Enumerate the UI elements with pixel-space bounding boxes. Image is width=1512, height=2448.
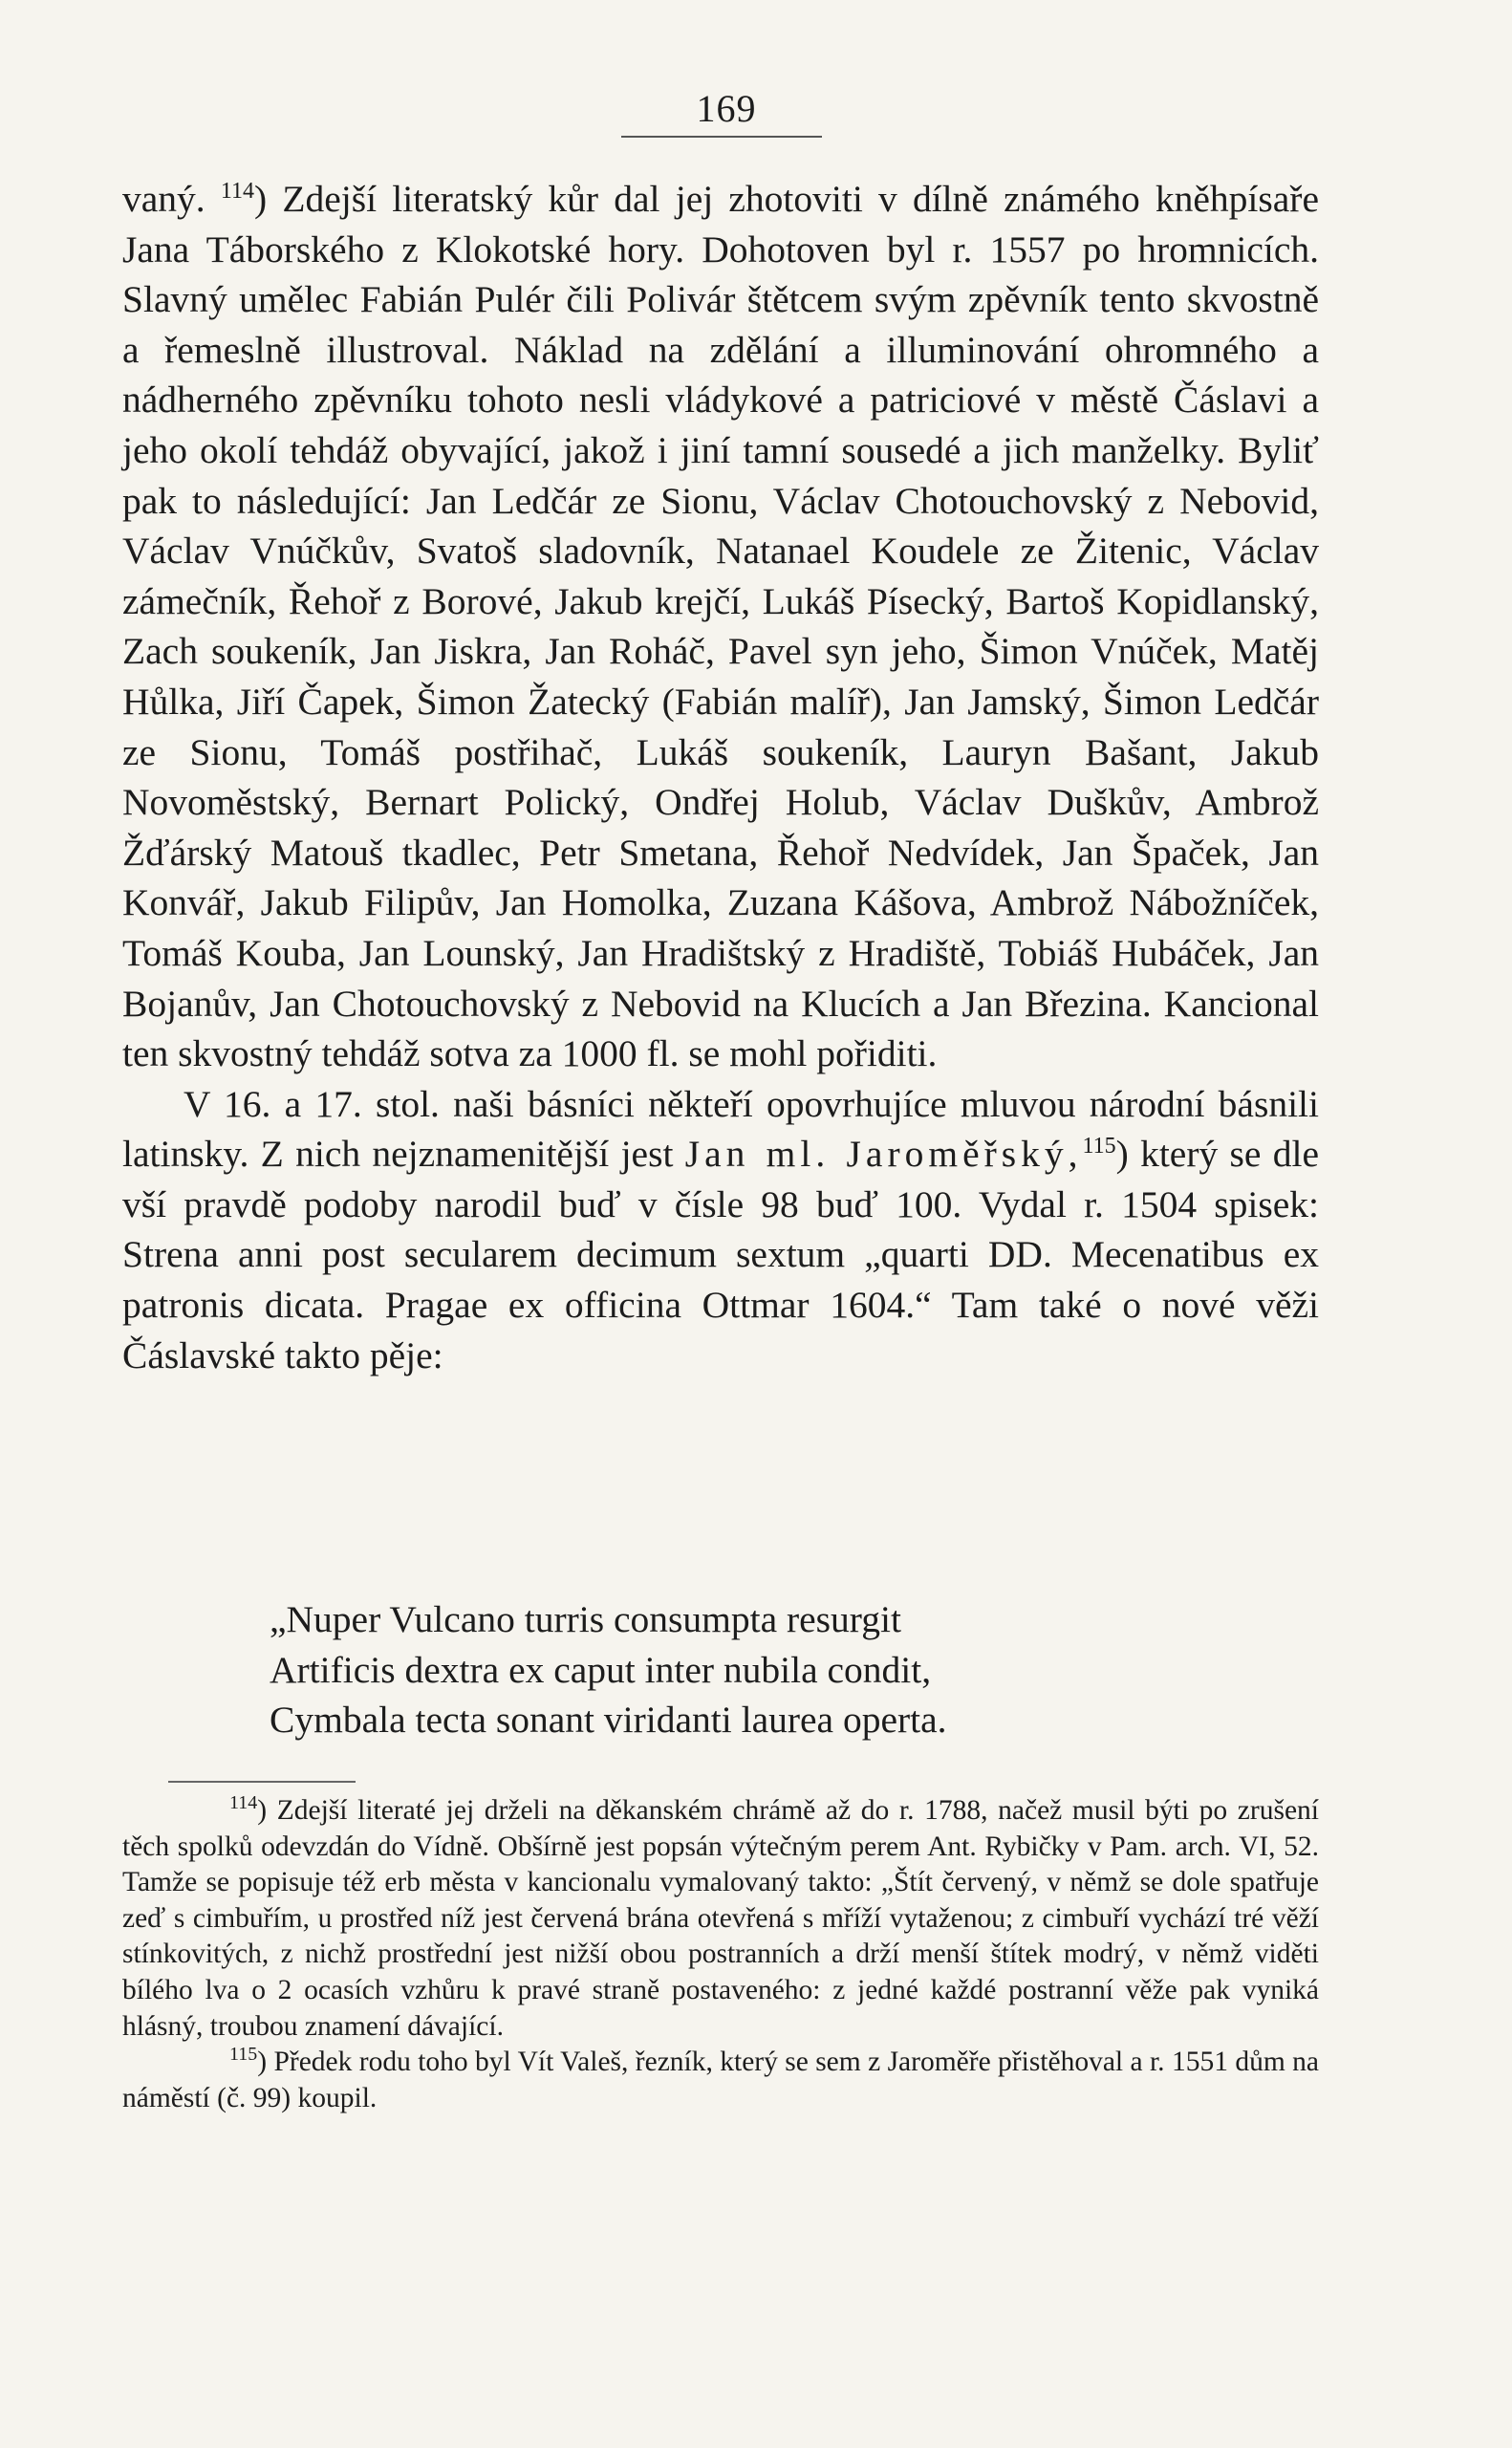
footnote-ref-114: 114 <box>220 178 254 204</box>
page-number: 169 <box>696 87 757 130</box>
footnotes <box>122 1793 1319 2116</box>
paragraph-1-text: ) Zdejší literatský kůr dal jej zhotoviti v dílně známého kněhpísaře Jana Táborského z Klokotské hory. Dohotoven byl r. 1557 po hromnicích. Slavný umělec Fabián Pulér čili Polivár štětcem svým zpěvník tento skvostně a řemeslně illustroval. Náklad na zdělání a illuminování ohromného a nádherného zpěvníku tohoto nesli vládykové a patriciové v městě Čáslavi a jeho okolí tehdáž obyvající, jakož i jiní tamní sousedé a jich manželky. Byliť pak to následující: Jan Ledčár ze Sionu, Václav Chotouchovský z Nebovid, Václav Vnúčkův, Svatoš sladovník, Natanael Koudele ze Žitenic, Václav zámečník, Řehoř z Borové, Jakub krejčí, Lukáš Písecký, Bartoš Kopidlanský, Zach soukeník, Jan Jiskra, Jan Roháč, Pavel syn jeho, Šimon Vnúček, Matěj Hůlka, Jiří Čapek, Šimon Žatecký (Fabián malíř), Jan Jamský, Šimon Ledčár ze Sionu, Tomáš postřihač, Lukáš soukeník, Lauryn Bašant, Jakub Novoměstský, Bernart Polický, Ondřej Holub, Václav Duškův, Ambrož Žďárský Matouš tkadlec, Petr Smetana, Řehoř Nedvídek, Jan Špaček, Jan Konvář, Jakub Filipův, Jan Homolka, Zuzana Kášova, Ambrož Nábožníček, Tomáš Kouba, Jan Lounský, Jan Hradištský z Hradiště, Tobiáš Hubáček, Jan Bojanův, Jan Chotouchovský z Nebovid na Klucích a Jan Březina. Kancional ten skvostný tehdáž sotva za 1000 fl. se mohl pořiditi. <box>122 178 1319 1075</box>
latin-verse <box>270 1594 1321 1745</box>
footnote-115 <box>122 2045 1319 2116</box>
verse-line: Cymbala tecta sonant viridanti laurea operta. <box>270 1699 947 1742</box>
footnote-114 <box>122 1793 1319 2045</box>
author-name: Jan ml. Jaroměřský, <box>684 1133 1083 1176</box>
footnote-rule <box>168 1781 356 1783</box>
footnote-mark: 114 <box>229 1792 258 1814</box>
paragraph-1 <box>122 174 1319 1079</box>
footnote-text: ) Zdejší literaté jej drželi na děkanském chrámě až do r. 1788, načež musil býti po zrušení těch spolků odevzdán do Vídně. Obšírně jest popsán výtečným perem Ant. Rybičky v Pam. arch. VI, 52. Tamže se popisuje též erb města v kancionalu vymalovaný takto: „Štít červený, v němž se dole spatřuje zeď s cimbuřím, u prostřed níž jest červená brána otevřená s mříží vytaženou; z cimbuří vychází tré věží stínkovitých, z nichž prostřední jest nižší obou postranních a drží menší štítek modrý, v němž viděti bílého lva o 2 ocasích vzhůru k pravé straně postaveného: z jedné každé postranní věže pak vyniká hlásný, troubou znamení dávající. <box>122 1795 1319 2042</box>
footnote-ref-115: 115 <box>1082 1134 1116 1159</box>
header-rule <box>621 136 822 138</box>
paragraph-2 <box>122 1079 1319 1381</box>
footnote-text: ) Předek rodu toho byl Vít Valeš, řezník, který se sem z Jaroměře přistěhoval a r. 1551 dům na náměstí (č. 99) koupil. <box>122 2047 1319 2113</box>
main-text <box>122 174 1319 1380</box>
paragraph-1-lead: vaný. <box>122 178 221 220</box>
verse-line: Artificis dextra ex caput inter nubila condit, <box>270 1648 932 1691</box>
verse-line: „Nuper Vulcano turris consumpta resurgit <box>270 1598 901 1640</box>
footnote-mark: 115 <box>229 2044 258 2066</box>
paragraph-2-text: ) který se dle vší pravdě podoby narodil buď v čísle 98 buď 100. Vydal r. 1504 spisek: Strena anni post secularem decimum sextum „quarti DD. Mecenatibus ex patronis dicata. Pragae ex officina Ottmar 1604.“ Tam také o nové věži Čáslavské takto pěje: <box>122 1133 1319 1376</box>
paragraph-2-lead: V 16. a 17. stol. naši básníci někteří opovrhujíce mluvou národní básnili latinsky. Z nich nejznamenitější jest <box>122 1082 1319 1176</box>
